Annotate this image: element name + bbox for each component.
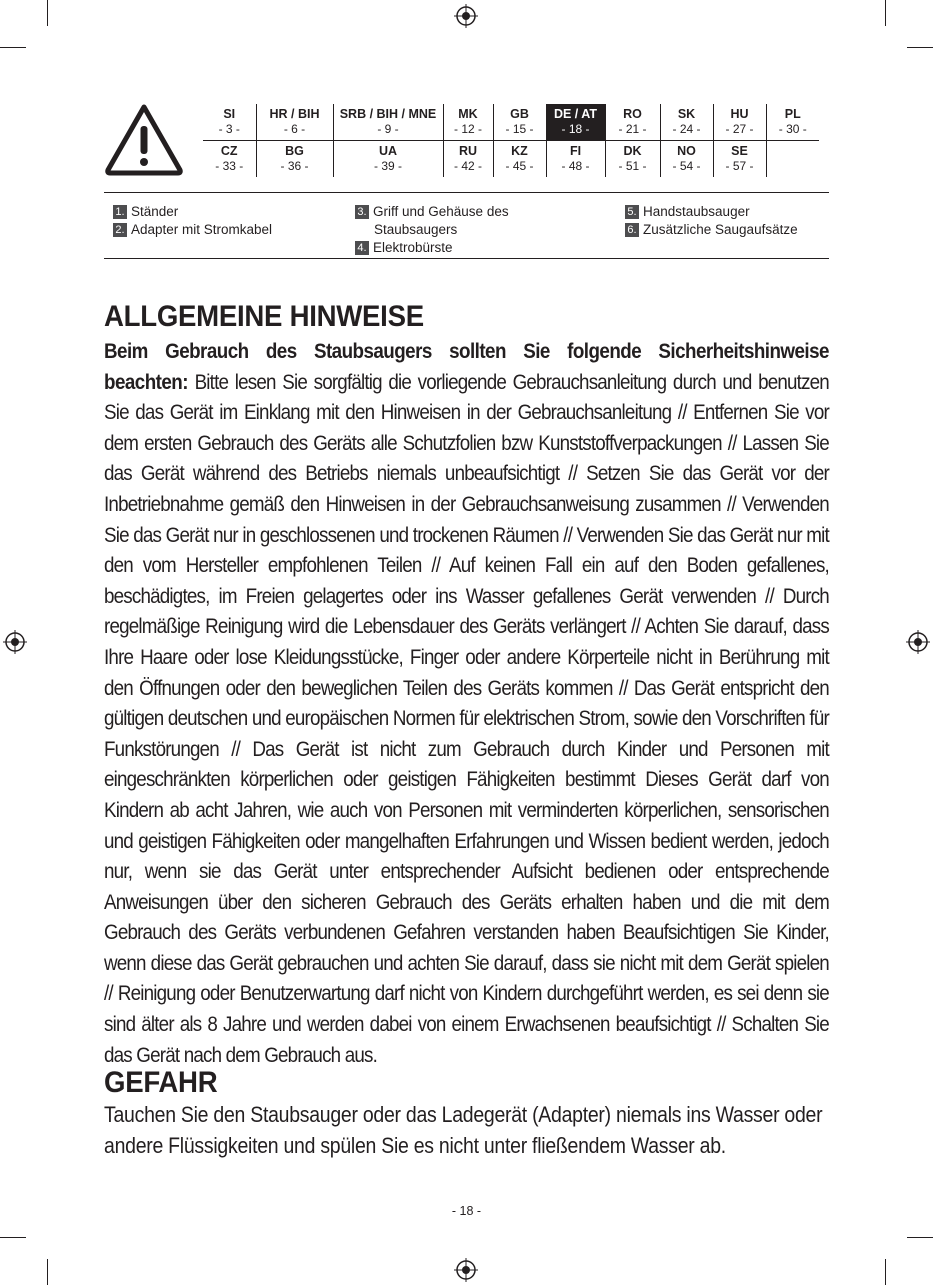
warning-icon bbox=[104, 102, 184, 176]
language-cell[interactable]: UA - 39 - bbox=[333, 141, 443, 178]
danger-heading: GEFAHR bbox=[104, 1066, 218, 1099]
part-item: 4. Elektrobürste bbox=[355, 239, 509, 257]
crop-mark bbox=[907, 47, 933, 48]
language-cell[interactable]: DK - 51 - bbox=[605, 141, 660, 178]
parts-column-2 bbox=[355, 203, 509, 257]
registration-mark-icon bbox=[906, 630, 930, 654]
general-notes-lead: Beim Gebrauch des Staubsaugers sollten Sie folgende Sicherheitshinweise beachten: bbox=[104, 340, 829, 394]
divider bbox=[104, 258, 829, 259]
language-cell[interactable]: CZ - 33 - bbox=[203, 141, 256, 178]
crop-mark bbox=[885, 0, 886, 26]
language-cell[interactable]: HU - 27 - bbox=[713, 104, 766, 141]
language-cell-empty bbox=[766, 141, 819, 178]
language-cell[interactable]: RU - 42 - bbox=[443, 141, 493, 178]
section-heading: ALLGEMEINE HINWEISE bbox=[104, 300, 424, 333]
danger-text: Tauchen Sie den Staubsauger oder das Ladegerät (Adapter) niemals ins Wasser oder andere Flüssigkeiten und spülen Sie es nicht unter fließendem Wasser ab. bbox=[104, 1102, 823, 1158]
registration-mark-icon bbox=[3, 630, 27, 654]
registration-mark-icon bbox=[454, 1258, 478, 1282]
language-cell[interactable]: MK - 12 - bbox=[443, 104, 493, 141]
language-cell[interactable]: HR / BIH - 6 - bbox=[256, 104, 333, 141]
language-cell-active[interactable]: DE / AT - 18 - bbox=[546, 104, 605, 141]
page-number: - 18 - bbox=[451, 1204, 482, 1218]
language-row bbox=[203, 104, 819, 141]
crop-mark bbox=[47, 1259, 48, 1285]
language-cell[interactable]: SE - 57 - bbox=[713, 141, 766, 178]
crop-mark bbox=[885, 1259, 886, 1285]
parts-column-3 bbox=[625, 203, 798, 239]
part-item: 1. Ständer bbox=[113, 203, 272, 221]
language-index-table bbox=[203, 104, 819, 177]
part-item: 3. Griff und Gehäuse des bbox=[355, 203, 509, 221]
language-cell[interactable]: SK - 24 - bbox=[660, 104, 713, 141]
part-item: 6. Zusätzliche Saugaufsätze bbox=[625, 221, 798, 239]
language-cell[interactable]: KZ - 45 - bbox=[493, 141, 546, 178]
language-cell[interactable]: SI - 3 - bbox=[203, 104, 256, 141]
language-cell[interactable]: GB - 15 - bbox=[493, 104, 546, 141]
language-cell[interactable]: SRB / BIH / MNE - 9 - bbox=[333, 104, 443, 141]
language-cell[interactable]: FI - 48 - bbox=[546, 141, 605, 178]
part-item: 5. Handstaubsauger bbox=[625, 203, 798, 221]
general-notes-text bbox=[104, 337, 829, 1071]
language-cell[interactable]: RO - 21 - bbox=[605, 104, 660, 141]
crop-mark bbox=[0, 47, 26, 48]
language-row bbox=[203, 141, 819, 178]
part-item: 2. Adapter mit Stromkabel bbox=[113, 221, 272, 239]
part-item-continuation: Staubsaugers bbox=[374, 222, 458, 237]
language-cell[interactable]: NO - 54 - bbox=[660, 141, 713, 178]
crop-mark bbox=[907, 1237, 933, 1238]
crop-mark bbox=[47, 0, 48, 26]
crop-mark bbox=[0, 1237, 26, 1238]
general-notes-body: Bitte lesen Sie sorgfältig die vorliegende Gebrauchsanleitung durch und benutzen Sie das Gerät im Einklang mit den Hinweisen in der Gebrauchsanleitung // Entfernen Sie vor dem ersten Gebrauch des Geräts alle Schutzfolien bzw Kunststoffverpackungen // Lassen Sie das Gerät während des Betriebs niemals unbeaufsichtigt // Setzen Sie das Gerät vor der Inbetriebnahme gemäß den Hinweisen in der Gebrauchsanweisung zusammen // Verwenden Sie das Gerät nur in geschlossenen und trockenen Räumen // Verwenden Sie das Gerät nur mit den vom Hersteller empfohlenen Teilen // Auf keinen Fall ein auf den Boden gefallenes, beschädigtes, im Freien gelagertes oder ins Wasser gefallenes Gerät verwenden // Durch regelmäßige Reinigung wird die Lebensdauer des Geräts verlängert // Achten Sie darauf, dass Ihre Haare oder lose Kleidungsstücke, Finger oder andere Körperteile nicht in Berührung mit den Öffnungen oder den beweglichen Teilen des Geräts kommen // Das Gerät entspricht den gültigen deutschen und europäischen Normen für elektrischen Strom, sowie den Vorschriften für Funkstörungen // Das Gerät ist nicht zum Gebrauch durch Kinder und Personen mit eingeschränkten körperlichen oder geistigen Fähigkeiten bestimmt Dieses Gerät darf von Kindern ab acht Jahren, wie auch von Personen mit verminderten körperlichen, sensorischen und geistigen Fähigkeiten oder mangelhaften Erfahrungen und Wissen bedient werden, jedoch nur, wenn sie das Gerät unter entsprechender Aufsicht bedienen oder entsprechende Anweisungen über den sicheren Gebrauch des Geräts erhalten haben und die mit dem Gebrauch des Geräts verbundenen Gefahren verstanden haben Beaufsichtigen Sie Kinder, wenn diese das Gerät gebrauchen und achten Sie darauf, dass sie nicht mit dem Gerät spielen // Reinigung oder Benutzerwartung darf nicht von Kindern durchgeführt werden, es sei denn sie sind älter als 8 Jahre und werden dabei von einem Erwachsenen beaufsichtigt // Schalten Sie das Gerät nach dem Gebrauch aus. bbox=[104, 370, 829, 1067]
language-cell[interactable]: PL - 30 - bbox=[766, 104, 819, 141]
language-cell[interactable]: BG - 36 - bbox=[256, 141, 333, 178]
parts-column-1 bbox=[113, 203, 272, 239]
registration-mark-icon bbox=[454, 4, 478, 28]
divider bbox=[104, 192, 829, 193]
